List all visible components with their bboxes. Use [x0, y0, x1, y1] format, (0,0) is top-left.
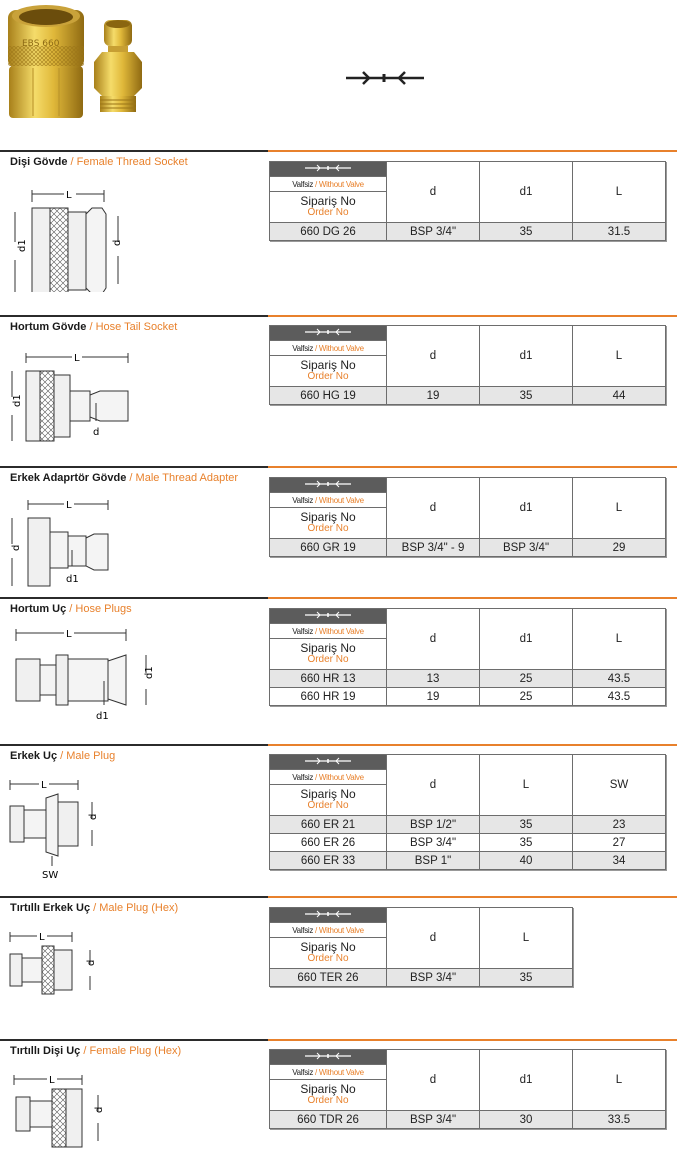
cell-value: BSP 1/2" [387, 816, 480, 834]
table-header-symbol [270, 162, 387, 177]
section-male-plug-hex [0, 896, 677, 1031]
divider-dark [0, 150, 268, 152]
coupling-symbol-icon [342, 64, 428, 94]
cell-value: 25 [480, 688, 573, 706]
cell-value: BSP 1" [387, 852, 480, 870]
column-header: d [387, 162, 480, 223]
section-female-thread-socket [0, 150, 677, 300]
title-tr: Hortum Uç [10, 603, 67, 615]
table-header-symbol [270, 609, 387, 624]
dim-label-d1: d1 [17, 239, 28, 252]
dim-label-L: L [74, 353, 80, 364]
section-title [10, 321, 177, 333]
dim-label-d: d [86, 959, 97, 966]
table-row [270, 969, 573, 987]
table-row [270, 387, 666, 405]
section-female-plug-hex [0, 1039, 677, 1150]
table-row [270, 539, 666, 557]
title-en: / Hose Plugs [69, 603, 132, 615]
dim-label-d: d [93, 427, 100, 438]
cell-value: BSP 3/4" [480, 539, 573, 557]
section-male-plug [0, 744, 677, 894]
cell-value: 19 [387, 688, 480, 706]
column-header: L [480, 755, 573, 816]
technical-drawing-hose-tail-socket [6, 337, 136, 447]
divider-orange [268, 315, 677, 317]
cell-value: 25 [480, 670, 573, 688]
male-plug-photo [88, 18, 148, 114]
cell-value: 35 [480, 834, 573, 852]
female-socket-photo [6, 2, 86, 120]
cell-order-no: 660 HR 19 [270, 688, 387, 706]
coupling-symbol-icon [303, 328, 353, 336]
dim-label-d1-bottom: d1 [96, 711, 109, 722]
cell-value: BSP 3/4" [387, 1111, 480, 1129]
coupling-symbol-icon [303, 757, 353, 765]
title-tr: Erkek Uç [10, 750, 58, 762]
dim-label-d: d [94, 1106, 105, 1113]
section-male-thread-adapter [0, 466, 677, 596]
column-header: d1 [480, 478, 573, 539]
divider-orange [268, 1039, 677, 1041]
valve-label: Valfsiz / Without Valve [270, 177, 387, 192]
order-no-header: Sipariş No Order No [270, 508, 387, 539]
cell-order-no: 660 DG 26 [270, 223, 387, 241]
title-en: / Male Plug (Hex) [93, 902, 179, 914]
section-hose-plugs [0, 597, 677, 737]
title-en: / Female Plug (Hex) [83, 1045, 182, 1057]
column-header: d1 [480, 162, 573, 223]
spec-table [269, 907, 573, 987]
cell-value: 40 [480, 852, 573, 870]
valve-label: Valfsiz / Without Valve [270, 624, 387, 639]
cell-value: 43.5 [573, 688, 666, 706]
dim-label-d1: d1 [66, 574, 79, 585]
cell-order-no: 660 HR 13 [270, 670, 387, 688]
divider-orange [268, 896, 677, 898]
column-header: L [573, 326, 666, 387]
divider-dark [0, 896, 268, 898]
divider-dark [0, 315, 268, 317]
cell-value: 23 [573, 816, 666, 834]
cell-value: 19 [387, 387, 480, 405]
coupling-symbol-icon [303, 1052, 353, 1060]
technical-drawing-female-plug-hex [6, 1061, 116, 1149]
title-tr: Hortum Gövde [10, 321, 87, 333]
table-header-symbol [270, 755, 387, 770]
table-row [270, 816, 666, 834]
order-no-header: Sipariş No Order No [270, 938, 387, 969]
cell-value: 30 [480, 1111, 573, 1129]
cell-value: BSP 3/4" [387, 834, 480, 852]
column-header: L [573, 1050, 666, 1111]
column-header: d [387, 908, 480, 969]
divider-dark [0, 466, 268, 468]
cell-order-no: 660 GR 19 [270, 539, 387, 557]
dim-label-d: d [11, 544, 22, 551]
divider-orange [268, 744, 677, 746]
order-no-header: Sipariş No Order No [270, 192, 387, 223]
cell-order-no: 660 ER 21 [270, 816, 387, 834]
section-title [10, 750, 115, 762]
valve-label: Valfsiz / Without Valve [270, 770, 387, 785]
column-header: d [387, 478, 480, 539]
cell-value: 31.5 [573, 223, 666, 241]
table-row [270, 670, 666, 688]
cell-order-no: 660 ER 33 [270, 852, 387, 870]
column-header: d1 [480, 1050, 573, 1111]
technical-drawing-male-plug [6, 766, 116, 882]
spec-table [269, 161, 666, 241]
table-row [270, 223, 666, 241]
valve-label: Valfsiz / Without Valve [270, 341, 387, 356]
title-tr: Tırtıllı Dişi Uç [10, 1045, 81, 1057]
technical-drawing-male-plug-hex [6, 918, 116, 1008]
technical-drawing-male-thread-adapter [6, 488, 126, 594]
cell-value: 35 [480, 223, 573, 241]
section-hose-tail-socket [0, 315, 677, 460]
title-en: / Male Plug [60, 750, 116, 762]
title-tr: Erkek Adaprtör Gövde [10, 472, 127, 484]
cell-value: 35 [480, 816, 573, 834]
hero-banner [0, 0, 677, 140]
table-row [270, 852, 666, 870]
table-row [270, 1111, 666, 1129]
section-title [10, 156, 188, 168]
valve-label: Valfsiz / Without Valve [270, 923, 387, 938]
divider-orange [268, 466, 677, 468]
column-header: d [387, 609, 480, 670]
dim-label-d: d [88, 813, 99, 820]
table-header-symbol [270, 908, 387, 923]
order-no-header: Sipariş No Order No [270, 785, 387, 816]
coupling-symbol-icon [303, 910, 353, 918]
section-title [10, 902, 178, 914]
table-header-symbol [270, 1050, 387, 1065]
technical-drawing-female-thread-socket [6, 172, 126, 292]
spec-table [269, 477, 666, 557]
cell-value: 43.5 [573, 670, 666, 688]
cell-value: 34 [573, 852, 666, 870]
column-header: L [573, 609, 666, 670]
table-row [270, 834, 666, 852]
cell-value: BSP 3/4" [387, 969, 480, 987]
spec-table [269, 325, 666, 405]
coupling-symbol-icon [303, 480, 353, 488]
order-no-header: Sipariş No Order No [270, 639, 387, 670]
spec-table [269, 608, 666, 706]
divider-dark [0, 744, 268, 746]
dim-label-L: L [66, 190, 72, 201]
product-stamp: EBS 660 [22, 39, 60, 49]
cell-value: 35 [480, 969, 573, 987]
cell-order-no: 660 TER 26 [270, 969, 387, 987]
valve-label: Valfsiz / Without Valve [270, 493, 387, 508]
cell-value: 27 [573, 834, 666, 852]
title-tr: Dişi Gövde [10, 156, 68, 168]
divider-dark [0, 1039, 268, 1041]
title-en: / Hose Tail Socket [89, 321, 178, 333]
cell-value: 13 [387, 670, 480, 688]
title-en: / Female Thread Socket [70, 156, 188, 168]
dim-label-SW: SW [42, 870, 59, 881]
section-title [10, 603, 132, 615]
divider-dark [0, 597, 268, 599]
title-tr: Tırtıllı Erkek Uç [10, 902, 91, 914]
title-en: / Male Thread Adapter [129, 472, 239, 484]
column-header: d1 [480, 609, 573, 670]
column-header: SW [573, 755, 666, 816]
column-header: L [573, 162, 666, 223]
table-row [270, 688, 666, 706]
spec-table [269, 754, 666, 870]
dim-label-L: L [66, 629, 72, 640]
dim-label-d1: d1 [12, 394, 23, 407]
coupling-symbol-icon [303, 611, 353, 619]
table-header-symbol [270, 326, 387, 341]
cell-value: 33.5 [573, 1111, 666, 1129]
spec-table [269, 1049, 666, 1129]
coupling-symbol-icon [303, 164, 353, 172]
cell-value: BSP 3/4" - 9 [387, 539, 480, 557]
dim-label-L: L [66, 500, 72, 511]
technical-drawing-hose-plugs [6, 619, 156, 729]
cell-value: 29 [573, 539, 666, 557]
divider-orange [268, 150, 677, 152]
cell-value: 35 [480, 387, 573, 405]
column-header: L [480, 908, 573, 969]
column-header: d [387, 1050, 480, 1111]
section-title [10, 1045, 181, 1057]
divider-orange [268, 597, 677, 599]
dim-label-L: L [41, 780, 47, 791]
dim-label-d1: d1 [144, 666, 155, 679]
cell-value: 44 [573, 387, 666, 405]
order-no-header: Sipariş No Order No [270, 1080, 387, 1111]
column-header: d [387, 326, 480, 387]
column-header: d [387, 755, 480, 816]
dim-label-L: L [49, 1075, 55, 1086]
cell-order-no: 660 ER 26 [270, 834, 387, 852]
cell-value: BSP 3/4" [387, 223, 480, 241]
cell-order-no: 660 TDR 26 [270, 1111, 387, 1129]
dim-label-L: L [39, 932, 45, 943]
order-no-header: Sipariş No Order No [270, 356, 387, 387]
column-header: L [573, 478, 666, 539]
dim-label-d: d [112, 239, 123, 246]
column-header: d1 [480, 326, 573, 387]
cell-order-no: 660 HG 19 [270, 387, 387, 405]
table-header-symbol [270, 478, 387, 493]
section-title [10, 472, 238, 484]
valve-label: Valfsiz / Without Valve [270, 1065, 387, 1080]
